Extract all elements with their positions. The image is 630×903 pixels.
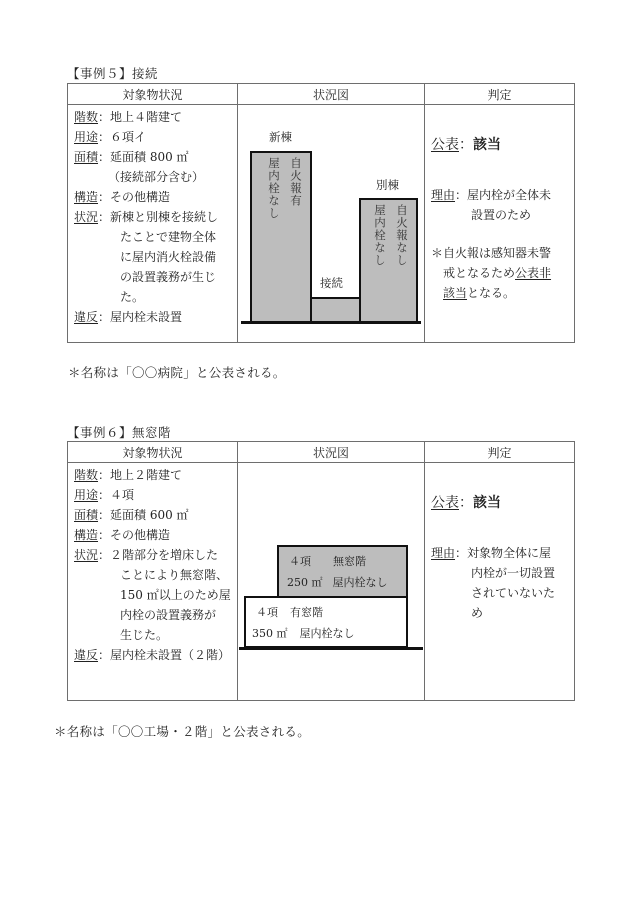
situation-row: 状況：新棟と別棟を接続し: [74, 210, 219, 224]
situation-line: に屋内消火栓設備: [120, 250, 217, 264]
publish-row: 公表：該当: [431, 137, 501, 153]
reason-line: されていないた: [471, 586, 556, 600]
case6-diagram-cell: [238, 463, 425, 701]
reason-line: 内栓が一切設置: [471, 566, 556, 580]
note-line: ＊自火報は感知器未警: [431, 246, 552, 260]
area-note: （接続部分含む）: [108, 170, 205, 184]
violation-row: 違反：屋内栓未設置（２階）: [74, 648, 231, 662]
lower-floor-line1: ４項 有窓階: [256, 606, 323, 619]
annex-hydrant: 屋内栓なし: [373, 204, 387, 267]
header-diagram: 状況図: [238, 84, 425, 105]
annex-shape: [359, 198, 418, 323]
case5-diagram-cell: [238, 105, 425, 343]
note-line: 戒となるため公表非: [443, 266, 552, 280]
new-building-label: 新棟: [269, 130, 292, 144]
upper-floor-line2: 250 ㎡ 屋内栓なし: [287, 576, 388, 589]
structure-row: 構造：その他構造: [74, 528, 171, 542]
upper-floor-shape: [277, 545, 408, 598]
case5-table: [67, 83, 575, 343]
case6-judgment-cell: [425, 463, 575, 701]
case6-status-cell: [68, 463, 238, 701]
header-judgment: 判定: [425, 84, 575, 105]
situation-line: 150 ㎡以上のため屋: [120, 588, 231, 602]
new-building-fire-alarm: 自火報有: [289, 157, 303, 207]
new-building-shape: [250, 151, 312, 323]
area-row: 面積：延面積 800 ㎡: [74, 150, 189, 164]
case5-status-cell: [68, 105, 238, 343]
ground-line: [239, 647, 423, 650]
case6-table: [67, 441, 575, 701]
structure-row: 構造：その他構造: [74, 190, 171, 204]
situation-line: ことにより無窓階、: [120, 568, 229, 582]
floors-row: 階数：地上２階建て: [74, 468, 183, 482]
floors-row: 階数：地上４階建て: [74, 110, 183, 124]
annex-fire-alarm: 自火報なし: [395, 204, 409, 267]
use-row: 用途：４項: [74, 488, 135, 502]
violation-row: 違反：屋内栓未設置: [74, 310, 183, 324]
ground-line: [241, 321, 421, 324]
header-judgment: 判定: [425, 442, 575, 463]
reason-line: 設置のため: [471, 208, 532, 222]
situation-line: 生じた。: [120, 628, 169, 642]
case6-diagram: [238, 463, 424, 700]
note-line: 該当となる。: [443, 286, 516, 300]
reason-row: 理由：対象物全体に屋: [431, 546, 552, 560]
new-building-hydrant: 屋内栓なし: [267, 157, 281, 220]
use-row: 用途：６項イ: [74, 130, 147, 144]
header-diagram: 状況図: [238, 442, 425, 463]
reason-line: め: [471, 606, 484, 620]
case6-title: 【事例６】無窓階: [67, 425, 172, 440]
lower-floor-line2: 350 ㎡ 屋内栓なし: [252, 627, 355, 640]
annex-label: 別棟: [376, 178, 399, 192]
case5-title: 【事例５】接続: [67, 66, 159, 81]
connection-label: 接続: [320, 276, 343, 290]
publish-row: 公表：該当: [431, 495, 501, 511]
situation-line: たことで建物全体: [120, 230, 217, 244]
area-row: 面積：延面積 600 ㎡: [74, 508, 189, 522]
case6-footnote: ＊名称は「〇〇工場・２階」と公表される。: [54, 724, 311, 739]
situation-line: の設置義務が生じ: [120, 270, 217, 284]
case5-diagram: [238, 105, 424, 342]
lower-floor-shape: [244, 596, 408, 648]
situation-line: た。: [120, 290, 145, 304]
situation-row: 状況：２階部分を増床した: [74, 548, 219, 562]
reason-row: 理由：屋内栓が全体未: [431, 188, 552, 202]
situation-line: 内栓の設置義務が: [120, 608, 217, 622]
upper-floor-line1: ４項 無窓階: [289, 555, 366, 568]
header-status: 対象物状況: [68, 84, 238, 105]
connection-shape: [310, 297, 361, 323]
case5-footnote: ＊名称は「〇〇病院」と公表される。: [68, 365, 286, 380]
case5-judgment-cell: [425, 105, 575, 343]
header-status: 対象物状況: [68, 442, 238, 463]
